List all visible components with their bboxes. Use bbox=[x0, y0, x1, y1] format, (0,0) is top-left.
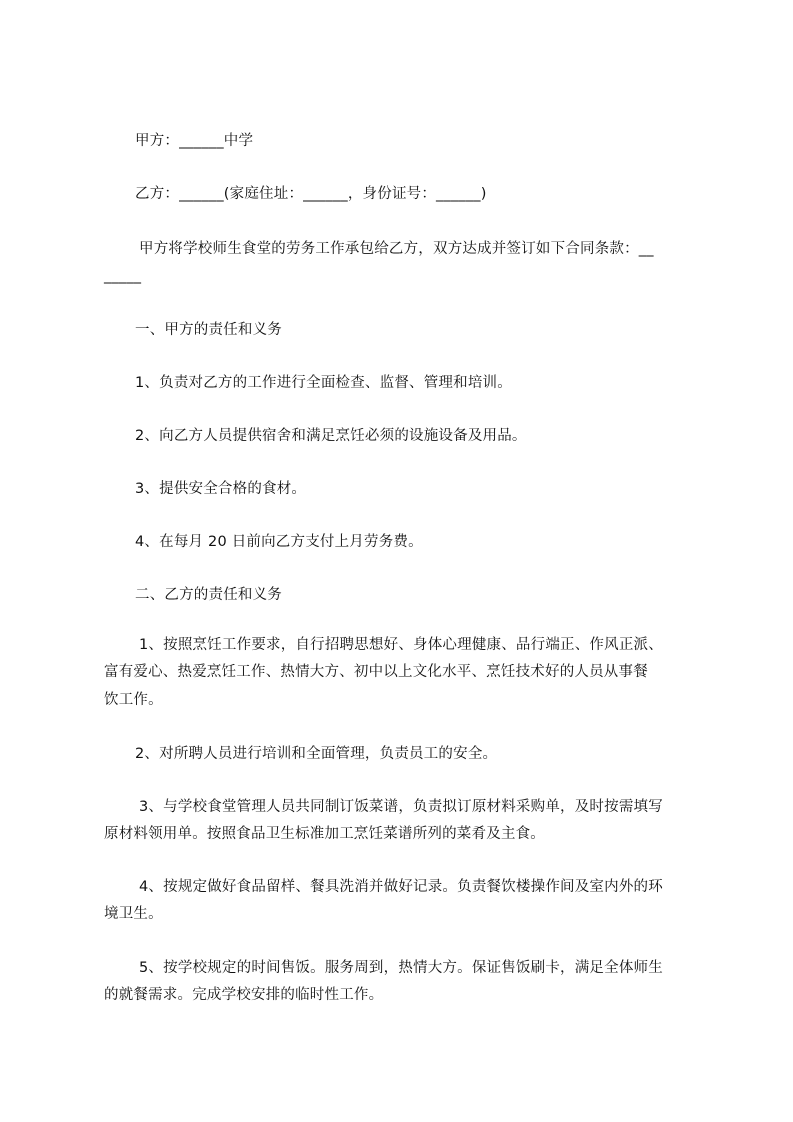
section1-item-3: 3、提供安全合格的食材。 bbox=[135, 481, 307, 497]
section2-item-5-line-2: 的就餐需求。完成学校安排的临时性工作。 bbox=[104, 987, 384, 1003]
section2-item-1-line-3: 饮工作。 bbox=[104, 692, 163, 708]
intro-line-2: _____ bbox=[104, 268, 142, 284]
section2-item-4-line-2: 境卫生。 bbox=[104, 906, 163, 922]
section1-heading: 一、甲方的责任和义务 bbox=[135, 322, 282, 338]
section1-item-4: 4、在每月 20 日前向乙方支付上月劳务费。 bbox=[135, 534, 423, 550]
section2-heading: 二、乙方的责任和义务 bbox=[135, 587, 282, 603]
intro-line-1: 甲方将学校师生食堂的劳务工作承包给乙方，双方达成并签订如下合同条款：__ bbox=[139, 241, 654, 257]
party-a-line: 甲方：______中学 bbox=[135, 133, 254, 149]
section2-item-1-line-1: 1、按照烹饪工作要求，自行招聘思想好、身体心理健康、品行端正、作风正派、 bbox=[139, 637, 663, 653]
section2-item-3-line-2: 原材料领用单。按照食品卫生标准加工烹饪菜谱所列的菜肴及主食。 bbox=[104, 826, 545, 842]
section1-item-2: 2、向乙方人员提供宿舍和满足烹饪必须的设施设备及用品。 bbox=[135, 428, 527, 444]
section2-item-5-line-1: 5、按学校规定的时间售饭。服务周到，热情大方。保证售饭刷卡，满足全体师生 bbox=[139, 960, 663, 976]
party-b-line: 乙方：______(家庭住址：______，身份证号：______) bbox=[135, 186, 487, 202]
section2-item-2: 2、对所聘人员进行培训和全面管理，负责员工的安全。 bbox=[135, 746, 498, 762]
section2-item-4-line-1: 4、按规定做好食品留样、餐具洗消并做好记录。负责餐饮楼操作间及室内外的环 bbox=[139, 879, 663, 895]
section2-item-1-line-2: 富有爱心、热爱烹饪工作、热情大方、初中以上文化水平、烹饪技术好的人员从事餐 bbox=[104, 664, 648, 680]
section2-item-3-line-1: 3、与学校食堂管理人员共同制订饭菜谱，负责拟订原材料采购单，及时按需填写 bbox=[139, 799, 663, 815]
section1-item-1: 1、负责对乙方的工作进行全面检查、监督、管理和培训。 bbox=[135, 375, 512, 391]
